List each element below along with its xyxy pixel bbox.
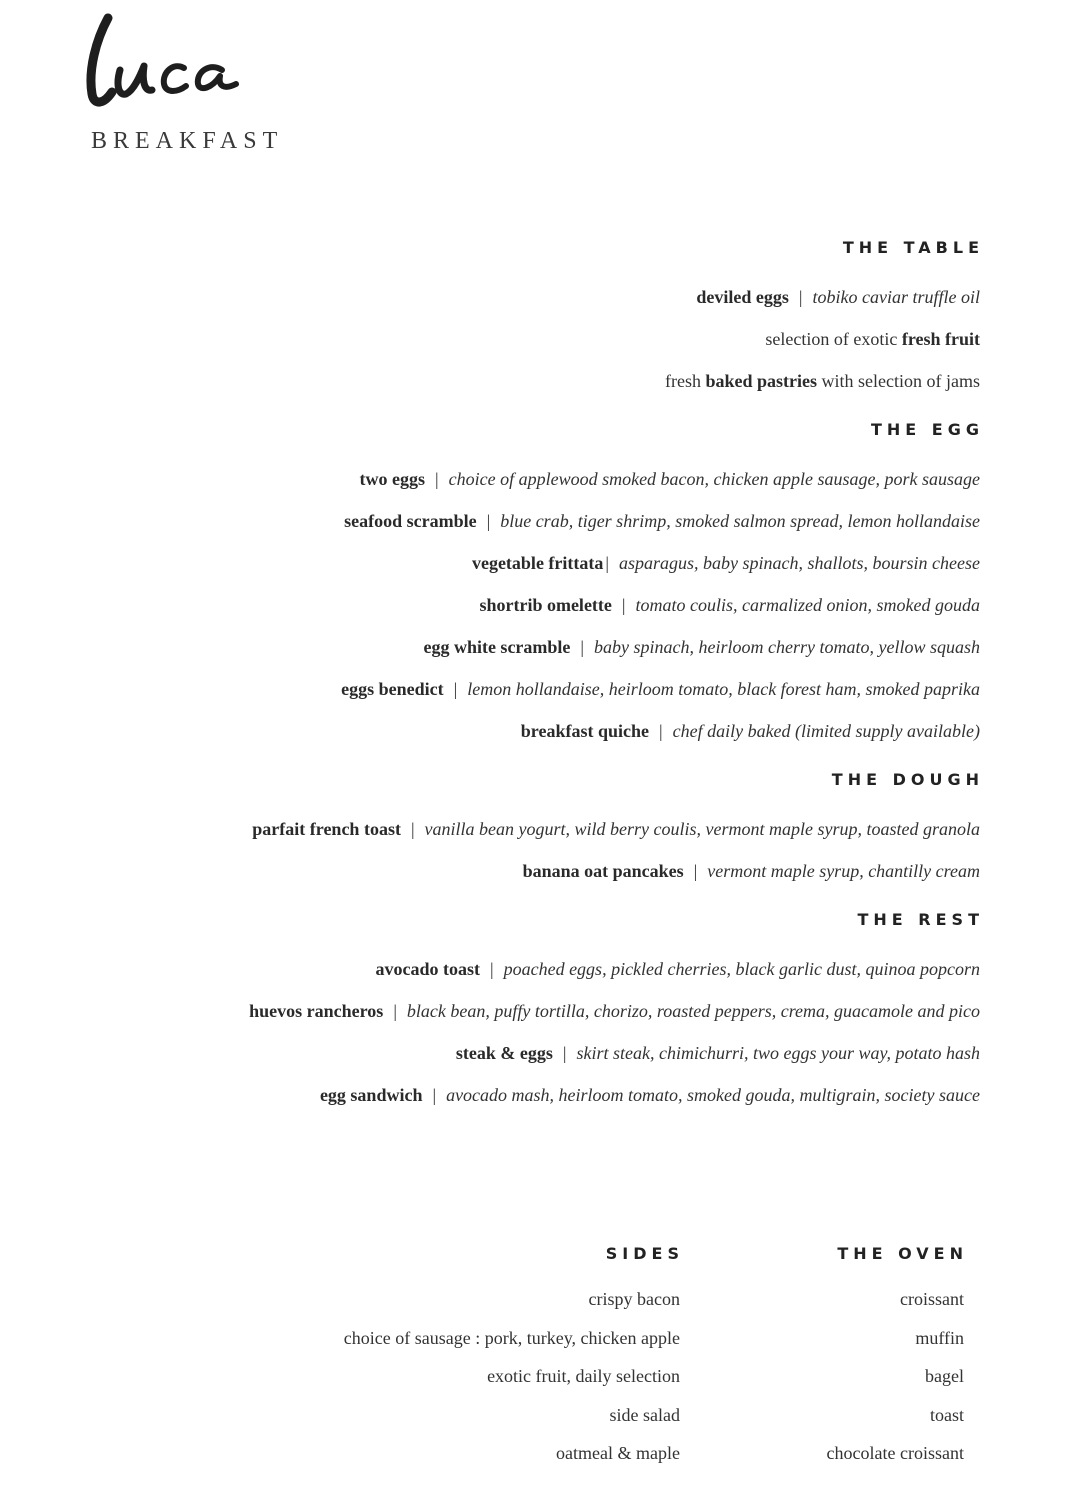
list-item: croissant: [900, 1289, 964, 1309]
item-text: fresh: [665, 371, 706, 391]
section-title: THE EGG: [871, 420, 984, 439]
list-item: choice of sausage : pork, turkey, chicken apple: [343, 1327, 680, 1348]
list-item: bagel: [925, 1366, 964, 1386]
luca-script-logo: [86, 10, 256, 115]
section-sides: [180, 1244, 684, 1473]
item-name: steak & eggs: [455, 1043, 553, 1063]
item-separator: |: [453, 679, 458, 699]
item-highlight: baked pastries: [705, 371, 818, 391]
item-highlight: fresh fruit: [901, 329, 980, 349]
section-title: SIDES: [605, 1244, 684, 1263]
item-name: breakfast quiche: [520, 721, 649, 741]
item-name: egg sandwich: [319, 1085, 423, 1105]
item-separator: |: [432, 1085, 437, 1105]
menu-item: [180, 808, 980, 850]
section-the-table: [180, 238, 984, 402]
item-separator: |: [562, 1043, 567, 1063]
menu-item: [180, 710, 980, 752]
item-description: avocado mash, heirloom tomato, smoked gouda, multigrain, society sauce: [446, 1085, 980, 1105]
item-separator: |: [435, 469, 439, 489]
item-separator: |: [621, 595, 626, 615]
menu-item: [180, 1032, 980, 1074]
item-text: with selection of jams: [817, 371, 980, 391]
menu-item: [180, 948, 980, 990]
menu-item: [180, 990, 980, 1032]
item-separator: |: [489, 959, 494, 979]
item-description: blue crab, tiger shrimp, smoked salmon spread, lemon hollandaise: [500, 511, 980, 531]
menu-item: [180, 360, 980, 402]
list-item: side salad: [609, 1404, 680, 1425]
section-the-rest: [180, 910, 984, 1116]
menu-item: [180, 626, 980, 668]
section-title: THE DOUGH: [831, 770, 984, 789]
list-item: crispy bacon: [588, 1289, 680, 1309]
menu-subtitle: BREAKFAST: [91, 128, 284, 154]
item-name: two eggs: [359, 469, 425, 489]
section-the-dough: [180, 770, 984, 892]
item-separator: |: [410, 819, 415, 839]
list-item: muffin: [915, 1327, 964, 1348]
section-the-oven: [704, 1244, 968, 1473]
item-description: baby spinach, heirloom cherry tomato, yellow squash: [594, 637, 980, 657]
item-name: eggs benedict: [341, 679, 444, 699]
item-description: tobiko caviar truffle oil: [812, 287, 980, 307]
item-separator: |: [393, 1001, 397, 1021]
section-title: THE OVEN: [837, 1244, 968, 1263]
item-description: vermont maple syrup, chantilly cream: [707, 861, 980, 881]
item-name: avocado toast: [375, 959, 480, 979]
section-the-egg: [180, 420, 984, 752]
list-item: exotic fruit, daily selection: [487, 1366, 680, 1386]
item-description: lemon hollandaise, heirloom tomato, black forest ham, smoked paprika: [467, 679, 980, 699]
item-description: vanilla bean yogurt, wild berry coulis, vermont maple syrup, toasted granola: [424, 819, 980, 839]
item-description: poached eggs, pickled cherries, black garlic dust, quinoa popcorn: [503, 959, 980, 979]
luca-logo: [86, 10, 256, 115]
menu-item: [180, 276, 980, 318]
item-name: seafood scramble: [344, 511, 477, 531]
item-description: skirt steak, chimichurri, two eggs your way, potato hash: [576, 1043, 980, 1063]
list-item: chocolate croissant: [826, 1443, 964, 1463]
list-item: toast: [930, 1404, 964, 1425]
menu-item: [180, 1074, 980, 1116]
menu-item: [180, 458, 980, 500]
item-description: asparagus, baby spinach, shallots, boursin cheese: [619, 553, 980, 573]
item-text: selection of exotic: [765, 329, 902, 349]
menu-item: [180, 500, 980, 542]
menu-item: [180, 584, 980, 626]
item-name: deviled eggs: [696, 287, 789, 307]
menu-item: [180, 668, 980, 710]
menu-item: [180, 542, 980, 584]
item-separator: |: [693, 861, 698, 881]
item-separator: |: [605, 553, 610, 573]
item-separator: |: [486, 511, 491, 531]
menu-item: [180, 850, 980, 892]
section-title: THE TABLE: [842, 238, 984, 257]
item-separator: |: [798, 287, 803, 307]
item-separator: |: [580, 637, 585, 657]
item-name: banana oat pancakes: [522, 861, 684, 881]
item-description: black bean, puffy tortilla, chorizo, roasted peppers, crema, guacamole and pico: [406, 1001, 980, 1021]
item-name: egg white scramble: [423, 637, 571, 657]
item-description: choice of applewood smoked bacon, chicken apple sausage, pork sausage: [448, 469, 980, 489]
item-description: chef daily baked (limited supply available): [672, 721, 980, 741]
item-name: shortrib omelette: [479, 595, 612, 615]
menu-main: [180, 238, 984, 1134]
item-description: tomato coulis, carmalized onion, smoked gouda: [635, 595, 980, 615]
item-separator: |: [658, 721, 663, 741]
item-name: vegetable frittata: [471, 553, 604, 573]
list-item: oatmeal & maple: [556, 1443, 680, 1463]
menu-item: [180, 318, 980, 360]
section-title: THE REST: [857, 910, 984, 929]
item-name: huevos rancheros: [249, 1001, 384, 1021]
item-name: parfait french toast: [252, 819, 401, 839]
